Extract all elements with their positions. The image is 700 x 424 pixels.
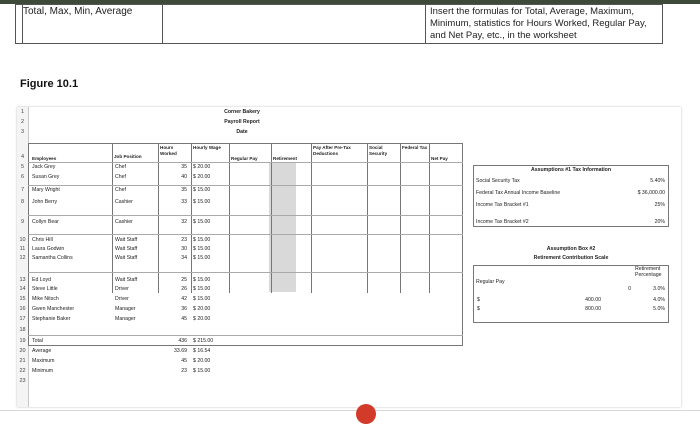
col-divider <box>112 143 113 293</box>
instruction-topic-cell: Total, Max, Min, Average <box>23 6 133 17</box>
employee-hours: 25 <box>181 277 187 283</box>
instruction-index-cell <box>16 5 23 43</box>
header-hourly-wage: Hourly Wage <box>193 145 221 150</box>
employee-name: Gwen Manchester <box>32 306 75 312</box>
payroll-table <box>28 143 463 346</box>
sheet-title: Corner Bakery <box>224 109 260 115</box>
employee-name: Jack Grey <box>32 164 56 170</box>
header-underline <box>28 162 463 163</box>
stats-label: Average <box>32 348 52 354</box>
employee-wage: $ 20.00 <box>193 164 211 170</box>
row-number: 3 <box>20 129 25 135</box>
row-separator <box>28 234 463 235</box>
employee-name: Ed Loyd <box>32 277 52 283</box>
row-number: 8 <box>20 199 25 205</box>
row-number: 18 <box>19 327 26 333</box>
stats-hours: 45 <box>181 358 187 364</box>
retirement-pay-threshold: 800.00 <box>585 306 601 312</box>
instruction-description-cell: Insert the formulas for Total, Average, Maximum, Minimum, statistics for Hours Worked, Regular Pay, and Net Pay, etc., in the worksheet <box>430 6 647 41</box>
retirement-pct: 3.0% <box>653 286 665 292</box>
employee-wage: $ 15.00 <box>193 277 211 283</box>
row-number: 11 <box>19 246 26 252</box>
tax-item-label: Social Security Tax <box>476 178 520 184</box>
sheet-date: Date <box>236 129 248 135</box>
col-divider <box>191 143 192 293</box>
stats-hours: 33.69 <box>174 348 187 354</box>
dollar-sign: $ <box>477 297 480 303</box>
employee-name: Mike Nitsch <box>32 296 59 302</box>
retirement-pct: 5.0% <box>653 306 665 312</box>
employee-position: Cashier <box>115 199 133 205</box>
header-net-pay: Net Pay <box>431 156 448 161</box>
employee-name: Steve Little <box>32 286 58 292</box>
row-number: 10 <box>19 237 26 243</box>
col-divider <box>271 143 272 293</box>
employee-wage: $ 15.00 <box>193 246 211 252</box>
stats-label: Maximum <box>32 358 55 364</box>
figure-caption: Figure 10.1 <box>20 78 79 90</box>
employee-wage: $ 15.00 <box>193 219 211 225</box>
employee-hours: 32 <box>181 219 187 225</box>
employee-position: Manager <box>115 306 136 312</box>
assumptions-tax-title: Assumptions #1 Tax Information <box>530 167 612 173</box>
row-separator <box>28 272 463 273</box>
header-employees: Employees <box>32 156 57 161</box>
row-number: 9 <box>20 219 25 225</box>
row-number: 15 <box>19 296 26 302</box>
col-divider <box>400 143 401 293</box>
employee-position: Cashier <box>115 219 133 225</box>
stats-wage: $ 16.54 <box>193 348 211 354</box>
employee-hours: 35 <box>181 164 187 170</box>
employee-hours: 40 <box>181 174 187 180</box>
employee-wage: $ 20.00 <box>193 174 211 180</box>
employee-hours: 33 <box>181 199 187 205</box>
employee-wage: $ 15.00 <box>193 286 211 292</box>
row-number: 7 <box>20 187 25 193</box>
row-number: 22 <box>19 368 26 374</box>
employee-name: Samantha Collins <box>32 255 73 261</box>
employee-wage: $ 15.00 <box>193 255 211 261</box>
row-number: 13 <box>19 277 26 283</box>
employee-position: Manager <box>115 316 136 322</box>
employee-position: Driver <box>115 286 129 292</box>
employee-hours: 34 <box>181 255 187 261</box>
assumptions-retirement-title: Assumption Box #2 <box>546 246 596 252</box>
stats-label: Minimum <box>32 368 54 374</box>
row-number: 16 <box>19 306 26 312</box>
instruction-empty-cell <box>162 5 426 43</box>
tax-item-value: $ 36,000.00 <box>637 190 665 196</box>
employee-hours: 42 <box>181 296 187 302</box>
page-divider <box>0 410 700 411</box>
stats-hours: 23 <box>181 368 187 374</box>
employee-position: Chef <box>115 174 126 180</box>
employee-name: Susan Grey <box>32 174 60 180</box>
employee-position: Wait Staff <box>115 277 138 283</box>
row-number: 20 <box>19 348 26 354</box>
employee-position: Chef <box>115 187 126 193</box>
employee-wage: $ 15.00 <box>193 187 211 193</box>
tax-item-value: 25% <box>654 202 665 208</box>
header-federal-tax: Federal Tax <box>402 145 428 150</box>
row-number: 5 <box>20 164 25 170</box>
employee-position: Wait Staff <box>115 237 138 243</box>
retirement-scale-subtitle: Retirement Contribution Scale <box>533 255 609 261</box>
employee-name: Laura Godwin <box>32 246 65 252</box>
row-number: 12 <box>19 255 26 261</box>
retirement-pct: 4.0% <box>653 297 665 303</box>
employee-name: Stephanie Baker <box>32 316 71 322</box>
row-separator <box>28 335 463 336</box>
col-divider <box>311 143 312 293</box>
employee-name: Collyn Bear <box>32 219 59 225</box>
header-pay-after: Pay After Pre-Tax Deductions <box>313 145 351 156</box>
row-number: 23 <box>19 378 26 384</box>
employee-hours: 30 <box>181 246 187 252</box>
employee-wage: $ 20.00 <box>193 316 211 322</box>
header-retirement: Retirement <box>273 156 297 161</box>
tax-item-label: Income Tax Bracket #2 <box>476 219 529 225</box>
employee-position: Wait Staff <box>115 255 138 261</box>
retirement-pay-threshold: 0 <box>628 286 631 292</box>
employee-hours: 23 <box>181 237 187 243</box>
instruction-table-row <box>15 4 663 44</box>
row-number: 6 <box>20 174 25 180</box>
stats-wage: $ 15.00 <box>193 368 211 374</box>
regular-pay-label: Regular Pay <box>476 279 505 285</box>
col-divider <box>367 143 368 293</box>
employee-hours: 45 <box>181 316 187 322</box>
tax-item-value: 5.40% <box>650 178 665 184</box>
employee-hours: 35 <box>181 187 187 193</box>
tax-item-label: Federal Tax Annual Income Baseline <box>476 190 561 196</box>
employee-wage: $ 15.00 <box>193 296 211 302</box>
row-number: 4 <box>20 154 25 160</box>
employee-position: Wait Staff <box>115 246 138 252</box>
tax-item-label: Income Tax Bracket #1 <box>476 202 529 208</box>
record-indicator-icon <box>356 404 376 424</box>
row-separator <box>28 215 463 216</box>
row-number: 1 <box>20 109 25 115</box>
stats-hours: 436 <box>178 338 187 344</box>
tax-item-value: 20% <box>654 219 665 225</box>
col-divider <box>229 143 230 293</box>
employee-name: Chris Hill <box>32 237 53 243</box>
row-number: 21 <box>19 358 26 364</box>
employee-wage: $ 15.00 <box>193 199 211 205</box>
header-regular-pay: Regular Pay <box>231 156 258 161</box>
spreadsheet-image <box>17 107 681 407</box>
employee-position: Chef <box>115 164 126 170</box>
stats-wage: $ 215.00 <box>193 338 214 344</box>
employee-wage: $ 20.00 <box>193 306 211 312</box>
employee-wage: $ 15.00 <box>193 237 211 243</box>
header-social-security: Social Security <box>369 145 388 156</box>
row-number: 17 <box>19 316 26 322</box>
row-number: 2 <box>20 119 25 125</box>
stats-label: Total <box>32 338 43 344</box>
employee-hours: 36 <box>181 306 187 312</box>
row-number: 14 <box>19 286 26 292</box>
dollar-sign: $ <box>477 306 480 312</box>
employee-hours: 26 <box>181 286 187 292</box>
employee-name: Mary Wright <box>32 187 60 193</box>
row-separator <box>28 185 463 186</box>
retirement-pay-threshold: 400.00 <box>585 297 601 303</box>
sheet-subtitle: Payroll Report <box>224 119 260 125</box>
row-number: 19 <box>19 338 26 344</box>
header-hours-worked: Hours Worked <box>160 145 177 156</box>
col-divider <box>429 143 430 293</box>
stats-wage: $ 20.00 <box>193 358 211 364</box>
employee-name: John Berry <box>32 199 58 205</box>
employee-position: Driver <box>115 296 129 302</box>
header-job-position: Job Position <box>114 154 142 159</box>
retirement-percentage-header: Retirement Percentage <box>635 266 662 278</box>
